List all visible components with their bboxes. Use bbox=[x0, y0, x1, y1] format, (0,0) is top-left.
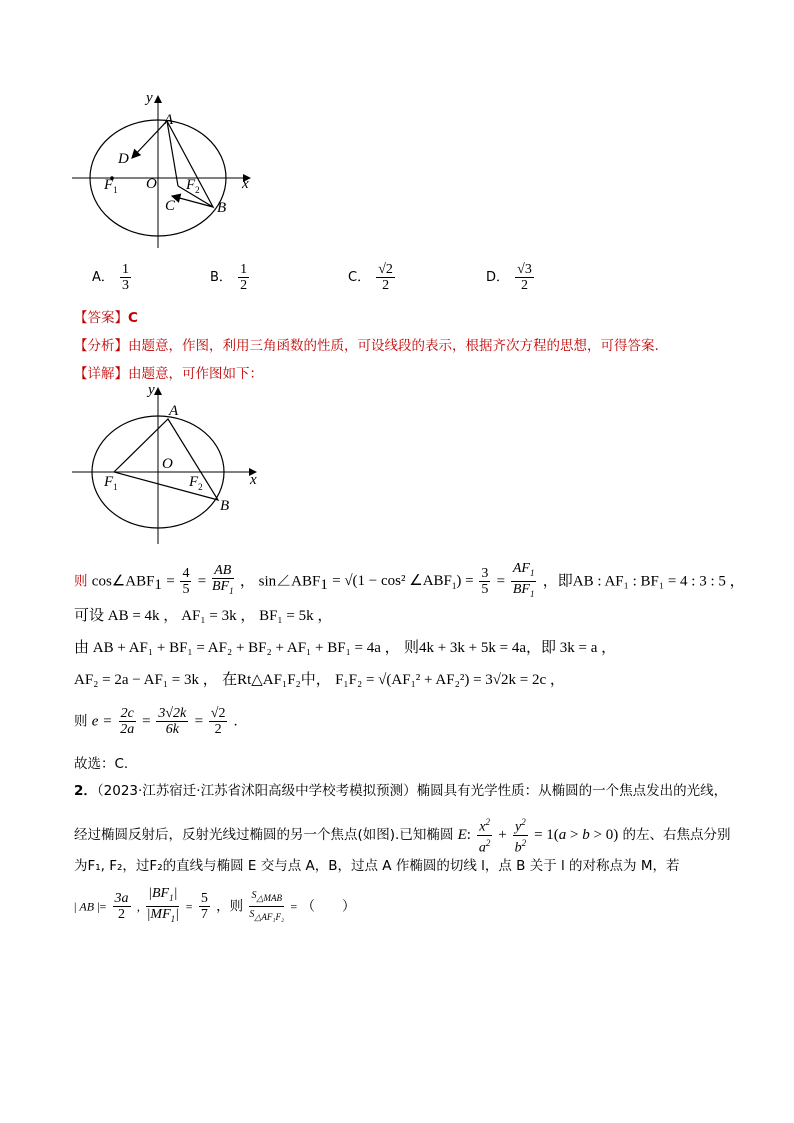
fig2-label-x: x bbox=[250, 472, 257, 488]
solution-line-2: 可设 AB = 4k ， AF₁ = 3k ， BF₁ = 5k ， bbox=[74, 608, 333, 624]
fig2-label-f2: $F_2$ bbox=[189, 474, 203, 492]
fig2-label-a: A bbox=[169, 403, 179, 419]
fig1-label-c: C bbox=[165, 198, 176, 214]
problem2-line-2: 经过椭圆反射后，反射光线过椭圆的另一个焦点(如图).已知椭圆 E: $\frac{x^2}{a^2}$ + $\frac{y^2}{b^2}$ = 1(a > b > 0) 的左、右焦点分别 bbox=[74, 817, 731, 856]
option-b[interactable]: B． $\frac{1}{2}$ bbox=[210, 262, 248, 293]
option-c[interactable]: C． $\frac{√2}{2}$ bbox=[348, 262, 393, 293]
fig1-label-y: y bbox=[146, 90, 153, 106]
solution-line-6: 故选：C. bbox=[74, 756, 129, 772]
fig1-label-a: A bbox=[164, 112, 174, 128]
fig1-label-f2: $F_2$ bbox=[186, 177, 200, 195]
option-d[interactable]: D． $\frac{√3}{2}$ bbox=[486, 262, 532, 293]
option-a[interactable]: A． $\frac{1}{3}$ bbox=[92, 262, 130, 293]
fig1-label-b: B bbox=[217, 200, 227, 216]
solution-line-1: 则 $\cos\angle ABF_1$ = $\frac{4}{5}$ = $\frac{AB}{BF_1}$ ， $\sin\angle ABF_1 = √(1 - \cos^2$ $\angle ABF_1$) = $\frac{3}{5}$ = $\frac{AF_1}{BF_1}$ ，即AB : AF₁ : BF₁ = 4 : 3 : 5 ， bbox=[74, 561, 745, 599]
solution-line-3: 由 AB + AF₁ + BF₁ = AF₂ + BF₂ + AF₁ + BF₁ = 4a ， 则4k + 3k + 5k = 4a，即 3k = a ， bbox=[74, 640, 617, 656]
fig2-label-b: B bbox=[220, 498, 230, 514]
fig2-label-y: y bbox=[148, 382, 155, 398]
solution-line-4: AF₂ = 2a − AF₁ = 3k ， 在Rt△AF₁F₂中， F₁F₂ = √(AF₁² + AF₂²) = 3√2k = 2c ， bbox=[74, 672, 565, 688]
problem2-line-4: | AB |= $\frac{3a}{2}$ , $\frac{|BF_1|}{|MF_1|}$ = $\frac{5}{7}$ ，则 $\frac{S_{\triangle MAB}}{S_{\triangle AF_1F_2}}$ = （ ） bbox=[74, 886, 356, 924]
problem2-line-3: 为F₁, F₂，过F₂的直线与椭圆 E 交与点 A，B，过点 A 作椭圆的切线 l，点 B 关于 l 的对称点为 M，若 bbox=[74, 858, 680, 874]
fig1-label-x: x bbox=[242, 176, 249, 192]
answer-line: 【答案】C bbox=[74, 310, 138, 326]
fig2-label-o: O bbox=[162, 456, 173, 472]
solution-line-5: 则 e = $\frac{2c}{2a}$ = $\frac{3√2k}{6k}$ = $\frac{√2}{2}$ . bbox=[74, 706, 238, 737]
fig1-label-o: O bbox=[146, 176, 157, 192]
fig2-label-f1: $F_1$ bbox=[104, 474, 118, 492]
problem2-line-1: 2．（2023·江苏宿迁·江苏省沭阳高级中学校考模拟预测）椭圆具有光学性质：从椭圆的一个焦点发出的光线， bbox=[74, 783, 728, 799]
fig1-label-f1: $F_1$ bbox=[104, 177, 118, 195]
detail-line: 【详解】由题意，可作图如下： bbox=[74, 366, 263, 382]
fig1-label-d: D bbox=[118, 151, 129, 167]
analysis-line: 【分析】由题意，作图，利用三角函数的性质，可设线段的表示，根据齐次方程的思想，可得答案. bbox=[74, 338, 659, 354]
